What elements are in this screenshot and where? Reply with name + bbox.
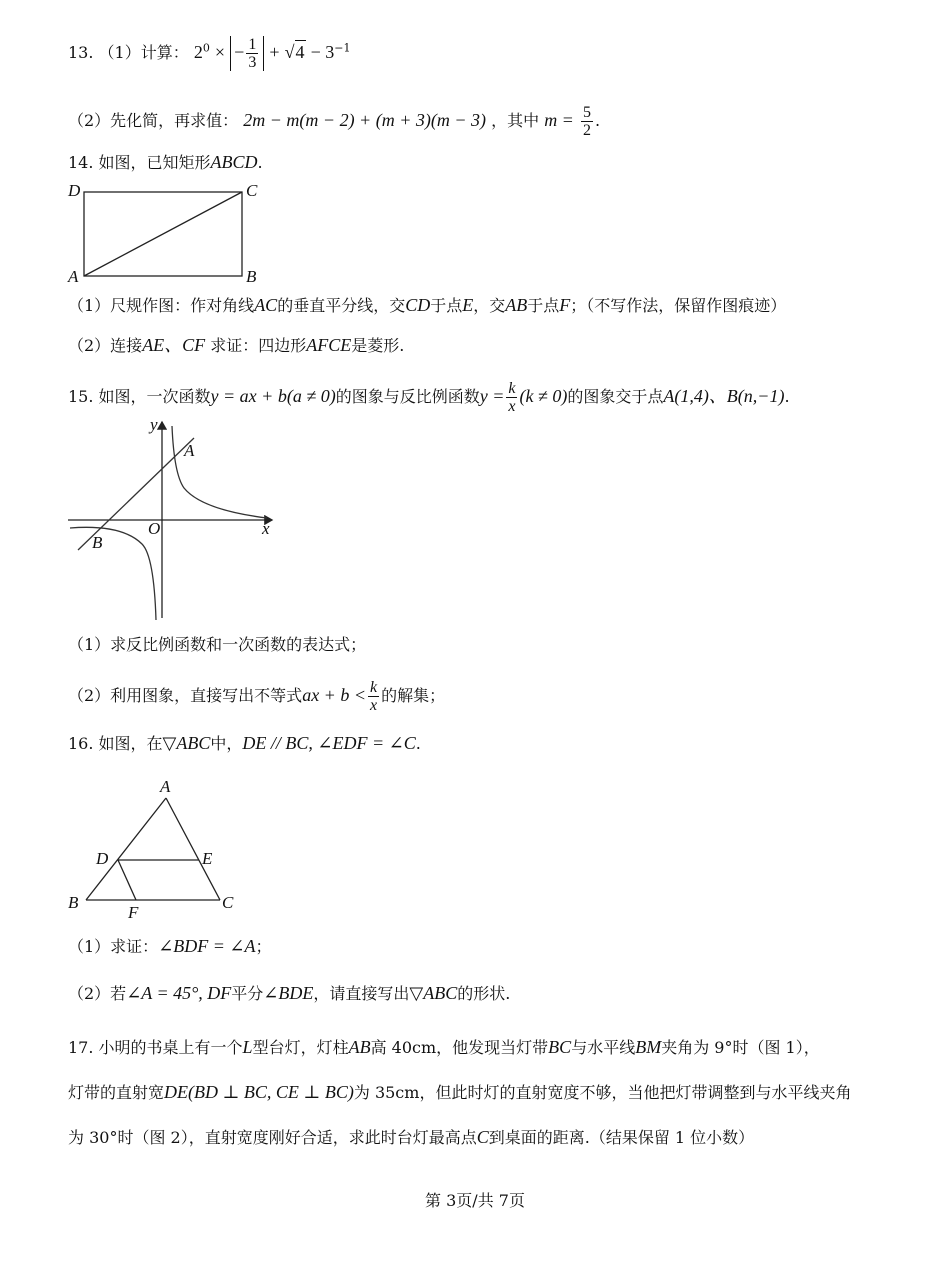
- q13-part1: 13. （1）计算： $2^0$ × − $\frac{1}{3}$ + $√4 - 3^{-1}$: [68, 36, 351, 71]
- q15-part1: （1）求反比例函数和一次函数的表达式；: [68, 635, 367, 654]
- label-o: O: [148, 519, 161, 538]
- label-c: C: [246, 181, 258, 200]
- q16-part1: （1）求证：∠BDF = ∠A；: [68, 936, 272, 956]
- q16-stem: 16. 如图，在▽ABC中，DE // BC, ∠EDF = ∠C.: [68, 733, 421, 753]
- q14-part1: （1）尺规作图：作对角线AC的垂直平分线，交CD于点E，交AB于点F；（不写作法，保留作图痕迹）: [68, 295, 787, 315]
- q15-stem: 15. 如图，一次函数y = ax + b(a ≠ 0)的图象与反比例函数y = $\frac{k}{x}$ (k ≠ 0)的图象交于点A(1,4)、B(n,−1).: [68, 380, 790, 415]
- label-a: A: [184, 441, 195, 460]
- label-e: E: [202, 849, 213, 868]
- label-a: A: [160, 777, 171, 796]
- triangle-figure: [62, 772, 252, 922]
- label-d: D: [96, 849, 109, 868]
- q13-part2: （2）先化简，再求值： 2m − m(m − 2) + (m + 3)(m − 3) ，其中 m = $\frac{5}{2}$ .: [68, 104, 601, 139]
- hyperbola-branch-2: [70, 527, 156, 620]
- function-graph: [62, 414, 282, 626]
- q17-line3: 为 30°时（图 2），直射宽度刚好合适，求此时台灯最高点C到桌面的距离.（结果保留 1 位小数）: [68, 1127, 755, 1147]
- label-y: y: [150, 415, 158, 434]
- label-b: B: [92, 533, 103, 552]
- hyperbola-branch-1: [172, 426, 267, 518]
- q15-part2: （2）利用图象，直接写出不等式ax + b < $\frac{k}{x}$ 的解集；: [68, 679, 446, 714]
- q17-line2: 灯带的直射宽DE(BD ⊥ BC, CE ⊥ BC)为 35cm，但此时灯的直射宽度不够，当他把灯带调整到与水平线夹角: [68, 1082, 852, 1102]
- rectangle-figure: [60, 178, 270, 288]
- absolute-value: − $\frac{1}{3}$: [230, 36, 264, 71]
- label-f: F: [128, 903, 139, 922]
- label-b: B: [246, 267, 257, 286]
- q17-line1: 17. 小明的书桌上有一个L型台灯，灯柱AB高 40cm，他发现当灯带BC与水平线BM夹角为 9°时（图 1），: [68, 1037, 820, 1057]
- label-b: B: [68, 893, 79, 912]
- label-a: A: [68, 267, 79, 286]
- label-x: x: [262, 519, 270, 538]
- q14-part2: （2）连接AE、CF 求证：四边形AFCE是菱形.: [68, 335, 405, 355]
- label-c: C: [222, 893, 234, 912]
- diagonal-ac: [84, 192, 242, 276]
- q14-stem: 14. 如图，已知矩形ABCD.: [68, 152, 263, 172]
- page-footer: 第 3页/共 7页: [425, 1191, 525, 1210]
- label-d: D: [68, 181, 81, 200]
- q16-part2: （2）若∠A = 45°, DF平分∠BDE，请直接写出▽ABC的形状.: [68, 983, 511, 1003]
- segment-df: [118, 860, 136, 900]
